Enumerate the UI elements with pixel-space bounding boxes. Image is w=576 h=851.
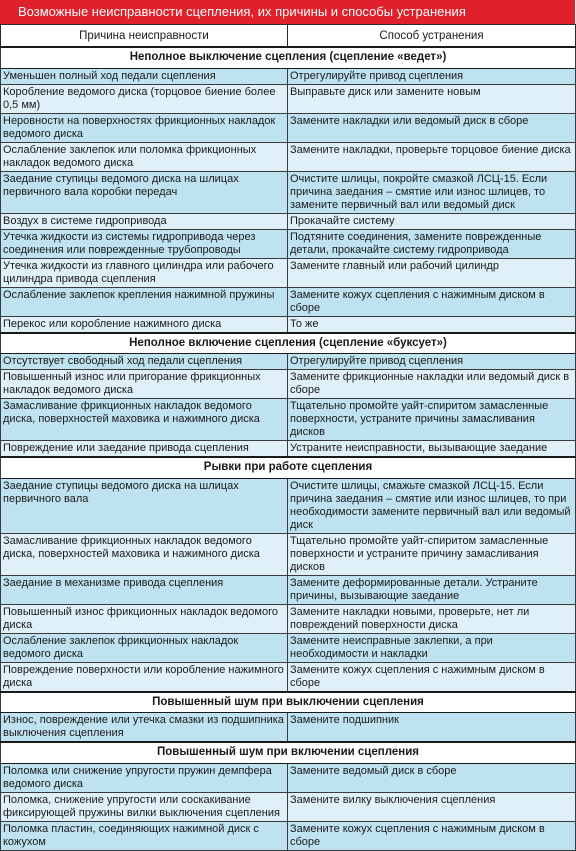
cause-cell: Утечка жидкости из системы гидропривода через соединения или поврежденные трубопроводы <box>1 229 288 258</box>
cause-cell: Заедание ступицы ведомого диска на шлицах первичного вала <box>1 478 288 533</box>
table-row <box>1 258 576 287</box>
cause-cell: Повышенный износ фрикционных накладок ведомого диска <box>1 604 288 633</box>
section-row <box>1 47 576 68</box>
cause-cell: Замасливание фрикционных накладок ведомого диска, поверхностей маховика и нажимного диска <box>1 533 288 575</box>
table-row <box>1 792 576 821</box>
fix-cell: Замените подшипник <box>288 713 576 743</box>
table-row <box>1 763 576 792</box>
table-row <box>1 316 576 333</box>
cause-cell: Заедание ступицы ведомого диска на шлицах первичного вала коробки передач <box>1 171 288 213</box>
table-row <box>1 713 576 743</box>
fix-cell: Замените накладки или ведомый диск в сборе <box>288 113 576 142</box>
table-row <box>1 604 576 633</box>
section-row <box>1 457 576 478</box>
fix-cell: Замените фрикционные накладки или ведомый диск в сборе <box>288 370 576 399</box>
section-title: Рывки при работе сцепления <box>1 457 576 478</box>
table-row <box>1 229 576 258</box>
table-row <box>1 113 576 142</box>
table-row <box>1 533 576 575</box>
fix-cell: Очистите шлицы, покройте смазкой ЛСЦ-15. Если причина заедания – смятие или износ шлицев, то замените первичный вал или ведомый диск <box>288 171 576 213</box>
fix-cell: Замените кожух сцепления с нажимным диском в сборе <box>288 662 576 692</box>
cause-cell: Поломка пластин, соединяющих нажимной диск с кожухом <box>1 821 288 850</box>
header-fix: Способ устранения <box>288 25 576 48</box>
table-row <box>1 287 576 316</box>
section-row <box>1 742 576 763</box>
fix-cell: Замените неисправные заклепки, а при необходимости и накладки <box>288 633 576 662</box>
fix-cell: Замените деформированные детали. Устраните причины, вызывающие заедание <box>288 575 576 604</box>
fix-cell: Тщательно промойте уайт-спиритом замасленные поверхности и устраните причину замасливания дисков <box>288 533 576 575</box>
cause-cell: Износ, повреждение или утечка смазки из подшипника выключения сцепления <box>1 713 288 743</box>
fix-cell: Замените вилку выключения сцепления <box>288 792 576 821</box>
cause-cell: Воздух в системе гидропривода <box>1 213 288 229</box>
table-row <box>1 68 576 84</box>
section-title: Неполное выключение сцепления (сцепление «ведет») <box>1 47 576 68</box>
table-row <box>1 213 576 229</box>
section-title: Неполное включение сцепления (сцепление «буксует») <box>1 333 576 354</box>
cause-cell: Поломка или снижение упругости пружин демпфера ведомого диска <box>1 763 288 792</box>
fix-cell: Замените главный или рабочий цилиндр <box>288 258 576 287</box>
section-title: Повышенный шум при включении сцепления <box>1 742 576 763</box>
cause-cell: Повышенный износ или пригорание фрикционных накладок ведомого диска <box>1 370 288 399</box>
header-row <box>1 25 576 48</box>
table-row <box>1 821 576 850</box>
cause-cell: Ослабление заклепок крепления нажимной пружины <box>1 287 288 316</box>
cause-cell: Повреждение поверхности или коробление нажимного диска <box>1 662 288 692</box>
table-row <box>1 662 576 692</box>
cause-cell: Замасливание фрикционных накладок ведомого диска, поверхностей маховика и нажимного диска <box>1 399 288 441</box>
fix-cell: Тщательно промойте уайт-спиритом замасленные поверхности, устраните причины замасливания дисков <box>288 399 576 441</box>
fix-cell: Замените кожух сцепления с нажимным диском в сборе <box>288 287 576 316</box>
cause-cell: Поломка, снижение упругости или соскакивание фиксирующей пружины вилки выключения сцепления <box>1 792 288 821</box>
cause-cell: Коробление ведомого диска (торцовое биение более 0,5 мм) <box>1 84 288 113</box>
table-row <box>1 354 576 370</box>
cause-cell: Уменьшен полный ход педали сцепления <box>1 68 288 84</box>
cause-cell: Повреждение или заедание привода сцепления <box>1 441 288 458</box>
faults-table <box>0 24 576 851</box>
table-row <box>1 171 576 213</box>
fix-cell: Подтяните соединения, замените поврежденные детали, прокачайте систему гидропривода <box>288 229 576 258</box>
table-row <box>1 441 576 458</box>
fix-cell: Очистите шлицы, смажьте смазкой ЛСЦ-15. Если причина заедания – смятие или износ шлицев, то при необходимости замените первичный вал или ведомый диск <box>288 478 576 533</box>
cause-cell: Неровности на поверхностях фрикционных накладок ведомого диска <box>1 113 288 142</box>
header-cause: Причина неисправности <box>1 25 288 48</box>
fix-cell: То же <box>288 316 576 333</box>
table-row <box>1 399 576 441</box>
table-row <box>1 633 576 662</box>
fix-cell: Прокачайте систему <box>288 213 576 229</box>
cause-cell: Ослабление заклепок фрикционных накладок ведомого диска <box>1 633 288 662</box>
table-row <box>1 142 576 171</box>
table-title: Возможные неисправности сцепления, их причины и способы устранения <box>0 0 575 24</box>
table-row <box>1 478 576 533</box>
fix-cell: Выправьте диск или замените новым <box>288 84 576 113</box>
fix-cell: Отрегулируйте привод сцепления <box>288 354 576 370</box>
cause-cell: Утечка жидкости из главного цилиндра или рабочего цилиндра привода сцепления <box>1 258 288 287</box>
fix-cell: Замените накладки, проверьте торцовое биение диска <box>288 142 576 171</box>
fix-cell: Замените накладки новыми, проверьте, нет ли повреждений поверхности диска <box>288 604 576 633</box>
table-body <box>1 47 576 850</box>
section-title: Повышенный шум при выключении сцепления <box>1 692 576 713</box>
fix-cell: Замените кожух сцепления с нажимным диском в сборе <box>288 821 576 850</box>
cause-cell: Перекос или коробление нажимного диска <box>1 316 288 333</box>
fix-cell: Устраните неисправности, вызывающие заедание <box>288 441 576 458</box>
section-row <box>1 333 576 354</box>
cause-cell: Заедание в механизме привода сцепления <box>1 575 288 604</box>
table-row <box>1 575 576 604</box>
table-row <box>1 84 576 113</box>
table-row <box>1 370 576 399</box>
section-row <box>1 692 576 713</box>
cause-cell: Ослабление заклепок или поломка фрикционных накладок ведомого диска <box>1 142 288 171</box>
fix-cell: Замените ведомый диск в сборе <box>288 763 576 792</box>
cause-cell: Отсутствует свободный ход педали сцепления <box>1 354 288 370</box>
fix-cell: Отрегулируйте привод сцепления <box>288 68 576 84</box>
